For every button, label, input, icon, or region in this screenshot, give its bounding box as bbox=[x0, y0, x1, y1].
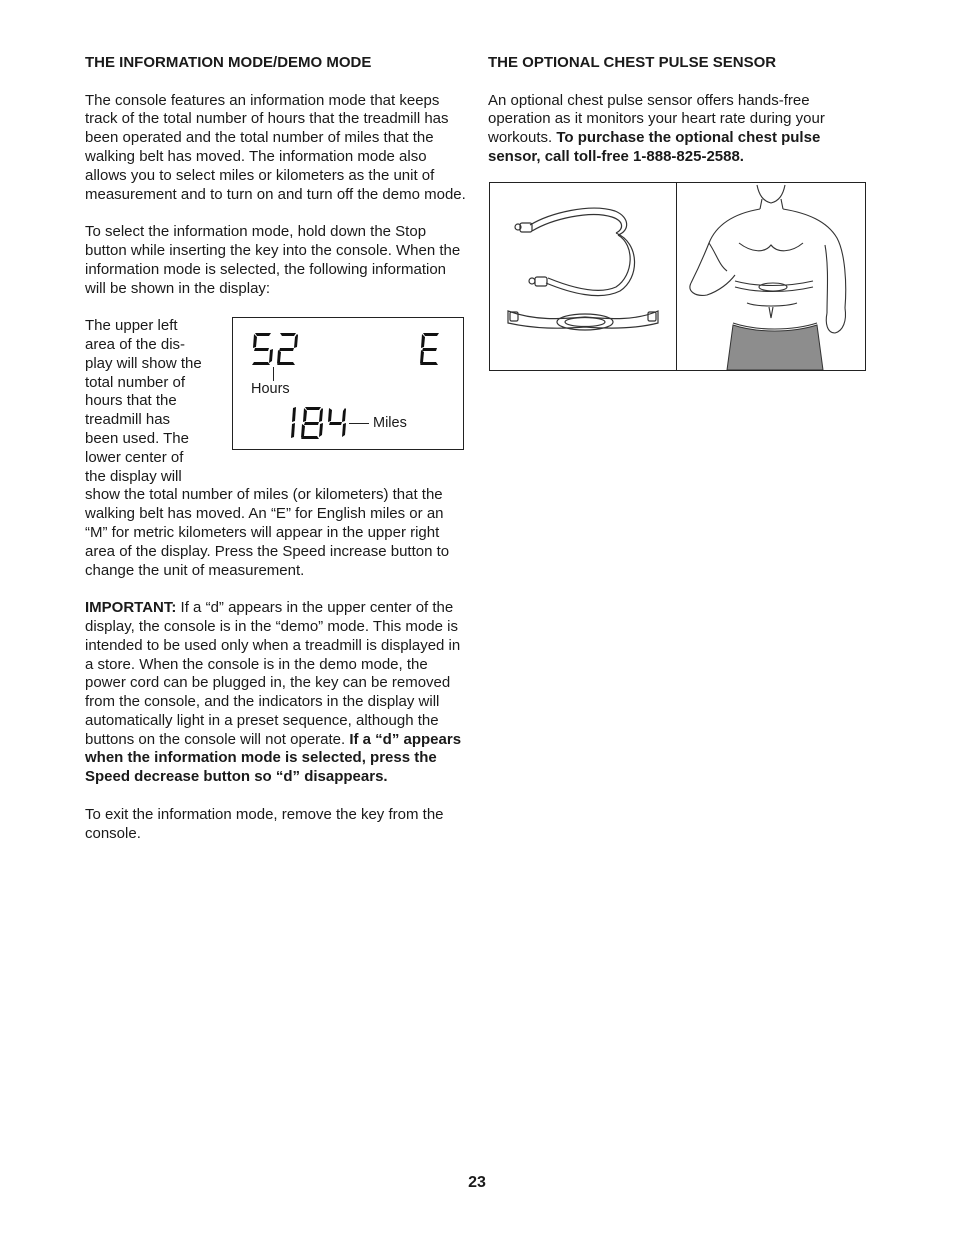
important-bold-text: If a “d” appears when the information mode is selected, press the Speed decrease button so “d” disappears. bbox=[85, 730, 462, 786]
side-line: lower center of bbox=[85, 448, 184, 466]
important-text: If a “d” appears in the upper center of the display, the console is in the “demo” mode. This mode is intended to be used only when a treadmill is displayed in a store. When the console is in the demo mode, the power cord can be plugged in, the key can be removed from the console, and the indicators in the display will automatically light in a preset sequence, although the buttons on the console will not operate. bbox=[85, 599, 461, 748]
important-paragraph bbox=[85, 599, 466, 787]
side-line: hours that the bbox=[85, 392, 177, 410]
exit-information-paragraph: To exit the information mode, remove the key from the console. bbox=[85, 805, 444, 842]
miles-pointer-line bbox=[349, 423, 369, 424]
display-side-text bbox=[85, 317, 213, 486]
unit-digit bbox=[419, 332, 441, 366]
chest-sensor-figure bbox=[489, 182, 866, 371]
side-line: play will show the bbox=[85, 354, 202, 372]
chest-sensor-purchase-text: To purchase the optional chest pulse sensor, call toll-free 1-888-825-2588. bbox=[488, 129, 821, 165]
display-wrap-section bbox=[85, 317, 466, 486]
hours-label: Hours bbox=[251, 381, 290, 398]
information-mode-heading: THE INFORMATION MODE/DEMO MODE bbox=[85, 54, 372, 71]
hours-digits bbox=[251, 332, 301, 366]
person-wearing-sensor-illustration bbox=[677, 183, 866, 370]
left-column bbox=[85, 54, 466, 862]
side-line: the display will bbox=[85, 467, 182, 485]
miles-digits bbox=[287, 406, 349, 440]
hours-pointer-line bbox=[273, 367, 274, 381]
side-line: been used. The bbox=[85, 429, 189, 447]
side-line: area of the dis- bbox=[85, 335, 186, 353]
page-number: 23 bbox=[468, 1174, 486, 1191]
chest-sensor-text: An optional chest pulse sensor offers hands-free operation as it monitors your heart rate during your workouts. bbox=[488, 91, 825, 147]
miles-label: Miles bbox=[373, 415, 407, 432]
side-line: The upper left bbox=[85, 317, 178, 335]
chest-sensor-paragraph bbox=[488, 92, 868, 167]
side-line: treadmill has bbox=[85, 411, 171, 429]
information-mode-paragraph-1: The console features an information mode that keeps track of the total number of hours that the treadmill has been operated and the total number of miles that the walking belt has moved. The information mode also allows you to select miles or kilometers as the unit of measurement and to turn on and turn off the demo mode. bbox=[85, 91, 466, 203]
information-mode-paragraph-2: To select the information mode, hold down the Stop button while inserting the key into the console. When the information mode is selected, the following information will be shown in the display: bbox=[85, 223, 461, 297]
side-line: total number of bbox=[85, 373, 186, 391]
right-column bbox=[488, 54, 868, 371]
important-label: IMPORTANT: bbox=[85, 599, 177, 617]
chest-sensor-heading: THE OPTIONAL CHEST PULSE SENSOR bbox=[488, 54, 777, 71]
console-display-figure bbox=[232, 317, 464, 450]
information-mode-paragraph-3-continued: show the total number of miles (or kilometers) that the walking belt has moved. An “E” for English miles or an “M” for metric kilometers will appear in the upper right area of the display. Press the Speed increase button to change the unit of measurement. bbox=[85, 486, 450, 579]
chest-strap-illustration bbox=[490, 183, 676, 370]
